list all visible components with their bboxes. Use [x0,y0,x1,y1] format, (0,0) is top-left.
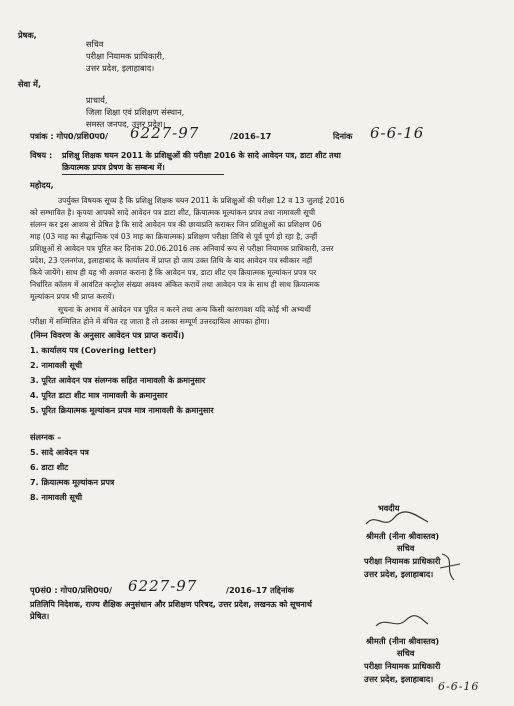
enclosure-item: 7. क्रियात्मक मूल्यांकन प्रपत्र [30,478,115,487]
body-para1-line: निर्धारित कॉलम में आवंटित कन्ट्रोल संख्या अवश्य अंकित करायें तथा आवेदन पत्र के साथ ही साथ क्रियात्मक [30,280,320,289]
body-para2-line: सूचना के अभाव में आवेदन पत्र पूरित न करने तथा अन्य किसी कारणवश यदि कोई भी अभ्यर्थी [58,305,311,314]
signature-scribble-2 [372,614,432,632]
subject-line-2: क्रियात्मक प्रपत्र प्रेषण के सम्बन्ध में। [62,163,165,172]
signatory-designation: सचिव [397,543,415,553]
order-item: 4. पूरित डाटा शीट मात्र नामावली के क्रमानुसार [30,391,168,400]
subject-underline [62,174,224,175]
date-label: दिनांक [333,131,353,141]
enclosure-item: 5. सादे आवेदन पत्र [30,448,89,457]
initial-scribble-1 [436,550,466,586]
copy-prefix: पृ0सं0 : गोप0/प्रशि0प0/ [30,585,113,595]
closing-bhavdiya: भवदीय [378,503,400,513]
order-heading: (निम्न विवरण के अनुसार आवेदन पत्र प्राप्त करायें।) [30,330,185,340]
enclosure-item: 6. डाटा शीट [30,463,69,472]
signatory-2-office: परीक्षा नियामक प्राधिकारी [364,661,441,671]
enclosure-item: 8. नामावली सूची [30,493,83,502]
order-item: 2. नामावली सूची [30,361,83,370]
reference-number-handwritten: 6227-97 [130,124,200,142]
body-para1-line: मूल्यांकन प्रपत्र भी प्राप्त करायें। [30,292,115,301]
copy-number-handwritten: 6227-97 [128,577,198,595]
body-para1-line: को सम्भावित है। कृपया आपको सादे आवेदन पत्र डाटा शीट, क्रियात्मक मूल्यांकन प्रपत्र तथा नामावली सूची [30,208,316,217]
enclosures-heading: संलग्नक – [30,432,62,442]
sender-place: उत्तर प्रदेश, इलाहाबाद। [86,63,155,73]
reference-prefix: पत्रांक : गोप0/प्रशि0प0/ [30,131,109,141]
sender-designation: सचिव [86,39,104,49]
recipient-office: जिला शिक्षा एवं प्रशिक्षण संस्थान, [86,107,185,117]
body-para1-line: प्रदेश, 23 एलनगंज, इलाहाबाद के कार्यालय में प्राप्त हो जाय उक्त तिथि के बाद आवेदन पत्र स्वीकार नहीं [30,256,313,265]
reference-year: /2016–17 [230,131,272,141]
body-para2-line: परीक्षा में सम्मिलित होने में वंचित रह जाता है तो उसका सम्पूर्ण उत्तरदायित्व आपका होगा। [30,317,270,326]
order-item: 5. पूरित क्रियात्मक मूल्यांकन प्रपत्र मात्र नामावली के क्रमानुसार [30,406,214,415]
signatory-2-place: उत्तर प्रदेश, इलाहाबाद। [364,674,434,684]
body-para1-line: उपर्युक्त विषयक सूच्य है कि प्रशिक्षु शिक्षक चयन 2011 के प्रशिक्षुओं की परीक्षा 12 व 13 जुलाई 2016 [58,196,345,205]
recipient-label: सेवा में, [18,79,42,89]
date-handwritten: 6-6-16 [370,124,425,142]
salutation: महोदय, [30,180,54,190]
body-para1-line: माह (03 माह का सैद्धान्तिक एवं 03 माह का क्रियात्मक) प्रशिक्षण परीक्षा तिथि से पूर्व पूर्ण हो रहा है, उन्हीं [30,232,318,241]
sender-office: परीक्षा नियामक प्राधिकारी, [86,51,165,61]
copy-line-1: प्रतिलिपि निदेशक, राज्य शैक्षिक अनुसंधान और प्रशिक्षण परिषद, उत्तर प्रदेश, लखनऊ को सूचनार्थ [30,600,312,609]
order-item: 3. पूरित आवेदन पत्र संलग्नक सहित नामावली के क्रमानुसार [30,376,206,385]
signatory-2-name: श्रीमती (नीना श्रीवास्तव) [366,636,440,646]
sender-label: प्रेषक, [18,30,37,40]
signature-scribble-1 [362,510,432,530]
signatory-place: उत्तर प्रदेश, इलाहाबाद। [364,569,434,579]
signatory-office: परीक्षा नियामक प्राधिकारी [364,556,441,566]
order-item: 1. कार्यालय पत्र (Covering letter) [30,346,157,355]
body-para1-line: किये जायेंगे। साथ ही यह भी अवगत कराना है कि आवेदन पत्र, डाटा शीट एव क्रियात्मक मूल्यांकन प्रपत्र पर [30,268,317,277]
recipient-place: समस्त जनपद, उत्तर प्रदेश। [86,119,166,129]
signatory-2-designation: सचिव [397,648,415,658]
subject-line-1: प्रशिक्षु शिक्षक चयन 2011 के प्रशिक्षुओं की परीक्षा 2016 के सादे आवेदन पत्र, डाटा शीट तथा [62,151,341,160]
subject-label: विषय : [30,150,53,160]
copy-line-2: प्रेषित। [30,611,50,621]
copy-year: /2016–17 तद्दिनांक [226,585,294,595]
signatory-name: श्रीमती (नीना श्रीवास्तव) [366,531,440,541]
recipient-designation: प्राचार्य, [86,95,108,105]
date-mark-handwritten: 6-6-16 [438,680,480,693]
body-para1-line: संलग्न कर इस आशय से प्रेषित है कि सादे आवेदन पत्र की छायाप्रति कराकर जिन प्रशिक्षुओं का प्रशिक्षण 06 [30,220,322,229]
body-para1-line: प्रशिक्षुओं से आवेदन पत्र पूरित कर दिनांक 20.06.2016 तक अनिवार्य रूप से परीक्षा नियामक प्राधिकारी, उत्तर [30,244,334,253]
